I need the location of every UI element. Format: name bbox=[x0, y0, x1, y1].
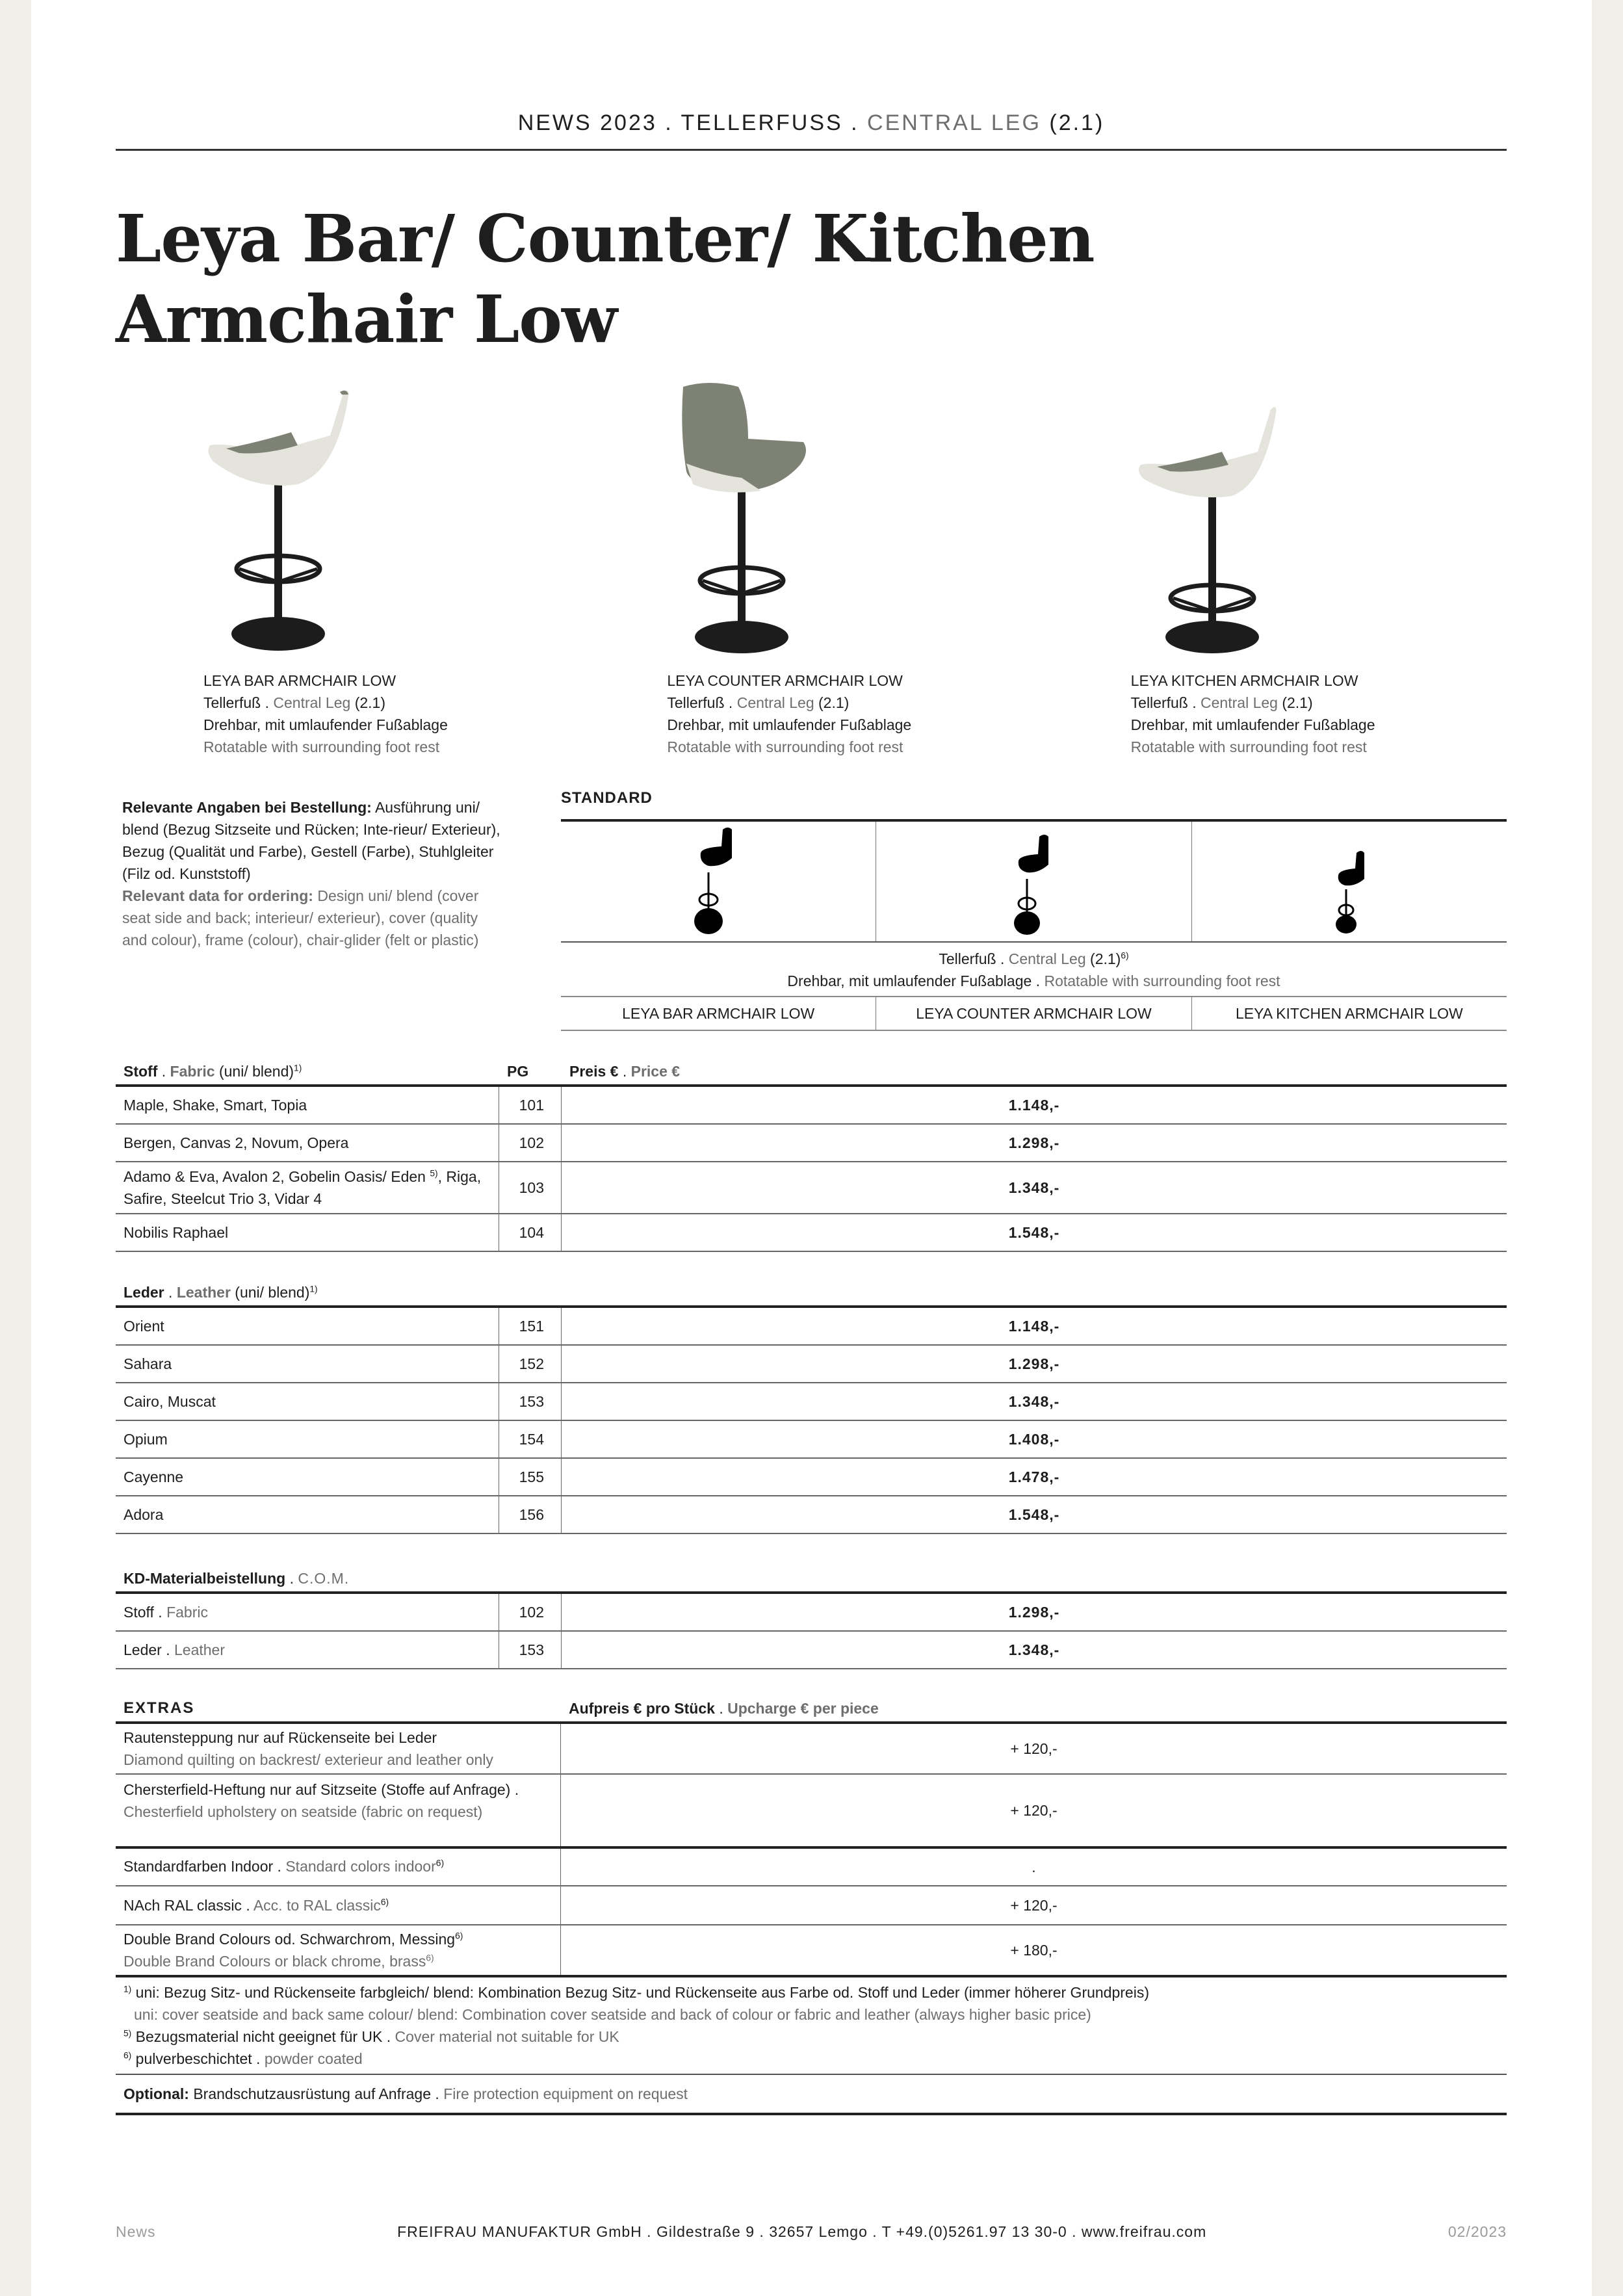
order-info-en-text: Design uni/ blend (cover seat side and back; interieur/ exterieur), cover (quality and colour), frame (colour), chair-glider (felt or plastic) bbox=[122, 887, 479, 948]
fabric-head-de: Stoff bbox=[123, 1063, 158, 1080]
row-pg: 153 bbox=[499, 1383, 562, 1420]
extra-en: Acc. to RAL classic bbox=[253, 1897, 381, 1914]
row-price: 1.148,- bbox=[1008, 1096, 1060, 1114]
page-title bbox=[116, 198, 1507, 359]
kitchen-chair-pictogram-icon bbox=[1314, 827, 1385, 937]
leg-en: Central Leg bbox=[273, 694, 351, 711]
footnotes: $^{1)}$ uni: Bezug Sitz- und Rückenseite farbgleich/ blend: Kombination Bezug Sitz- und Rückenseite aus Farbe od. Stoff und Leder (immer höherer Grundpreis) uni: cover seatside and back same colour/ blend: Combination cover seatside and back of colour or fabric and leather (always higher basic price) $^{5)}$ Bezugsmaterial nicht geeignet für UK . Cover material not suitable for UK $^{6)}$ pulverbeschichtet . powder coated bbox=[116, 1977, 1507, 2075]
com-rows bbox=[116, 1591, 1507, 1669]
table-row bbox=[116, 1421, 1507, 1459]
row-pg: 152 bbox=[499, 1346, 562, 1382]
kitchen-armchair-image bbox=[1128, 380, 1284, 660]
row-price: 1.348,- bbox=[1008, 1641, 1060, 1658]
header-part2: CENTRAL LEG bbox=[867, 111, 1050, 135]
fabric-price-table bbox=[116, 1053, 1507, 1252]
row-price: 1.298,- bbox=[1008, 1134, 1060, 1151]
std-desc-en: Rotatable with surrounding foot rest bbox=[1044, 972, 1280, 989]
extras-label: EXTRAS bbox=[123, 1699, 195, 1717]
leather-head-suffix: (uni/ blend) bbox=[235, 1284, 310, 1301]
extra-de-text: Double Brand Colours od. Schwarchrom, Messing bbox=[123, 1931, 456, 1948]
row-pg: 154 bbox=[499, 1421, 562, 1457]
row-price: 1.348,- bbox=[1008, 1179, 1060, 1196]
table-row bbox=[116, 1308, 1507, 1346]
standard-icons-row bbox=[561, 819, 1507, 943]
bar-armchair-image bbox=[200, 380, 356, 660]
extras-price-de: Aufpreis € pro Stück bbox=[569, 1700, 715, 1717]
row-pg: 102 bbox=[499, 1594, 562, 1630]
standard-name: LEYA KITCHEN ARMCHAIR LOW bbox=[1235, 1005, 1463, 1022]
footnote-num: 5) bbox=[123, 2028, 132, 2039]
header-line bbox=[116, 111, 1507, 150]
leg-en: Central Leg bbox=[736, 694, 814, 711]
leather-head-note: 1) bbox=[309, 1284, 318, 1294]
std-leg-en: Central Leg bbox=[1008, 950, 1086, 967]
counter-chair-pictogram-icon bbox=[998, 827, 1069, 937]
page bbox=[31, 0, 1592, 2296]
title-line-2: Armchair Low bbox=[116, 281, 617, 358]
order-info-de-text: Ausführung uni/ blend (Bezug Sitzseite und Rücken; Inte-rieur/ Exterieur), Bezug (Qualität und Farbe), Gestell (Farbe), Stuhlgleiter (Filz od. Kunststoff) bbox=[122, 799, 500, 882]
footnote-en: powder coated bbox=[264, 2050, 363, 2067]
fabric-head-suffix: (uni/ blend) bbox=[218, 1063, 294, 1080]
product-kitchen bbox=[1043, 380, 1507, 764]
footnote-en: Cover material not suitable for UK bbox=[395, 2028, 619, 2045]
extras-price-en: Upcharge € per piece bbox=[727, 1700, 879, 1717]
product-caption-bar: LEYA BAR ARMCHAIR LOW Tellerfuß . Central Leg (2.1) Drehbar, mit umlaufender Fußablage Rotatable with surrounding foot rest bbox=[203, 670, 448, 758]
extra-price: + 120,- bbox=[1010, 1740, 1058, 1757]
leather-head-en: Leather bbox=[176, 1284, 231, 1301]
row-name: Leder . Leather bbox=[116, 1632, 499, 1668]
footnote-num: 1) bbox=[123, 1984, 132, 1994]
fabric-head-note: 1) bbox=[294, 1063, 302, 1073]
price-head-en: Price € bbox=[630, 1063, 681, 1080]
desc-en: Rotatable with surrounding foot rest bbox=[667, 738, 903, 755]
leg-code: (2.1) bbox=[818, 694, 850, 711]
row-name: Cayenne bbox=[116, 1459, 499, 1495]
optional-note: Optional: Brandschutzausrüstung auf Anfrage . Fire protection equipment on request bbox=[116, 2075, 1507, 2115]
desc-en: Rotatable with surrounding foot rest bbox=[1130, 738, 1367, 755]
product-gallery bbox=[116, 380, 1507, 764]
standard-description: Tellerfuß . Central Leg $(2.1)^{6)}$ Drehbar, mit umlaufender Fußablage . Rotatable with surrounding foot rest bbox=[561, 943, 1507, 997]
extra-note: 6) bbox=[435, 1858, 445, 1868]
table-row bbox=[116, 1594, 1507, 1632]
extra-en: Chesterfield upholstery on seatside (fabric on request) bbox=[123, 1803, 483, 1820]
extras-rows bbox=[116, 1721, 1507, 1977]
desc-en: Rotatable with surrounding foot rest bbox=[203, 738, 440, 755]
table-row bbox=[116, 1125, 1507, 1162]
row-name: Adora bbox=[116, 1496, 499, 1533]
title-line-1: Leya Bar/ Counter/ Kitchen bbox=[116, 200, 1095, 277]
standard-icon-cell bbox=[561, 822, 876, 941]
footnote-de: Bezugsmaterial nicht geeignet für UK bbox=[135, 2028, 383, 2045]
extra-de: Rautensteppung nur auf Rückenseite bei Leder bbox=[123, 1729, 437, 1746]
row-pg: 101 bbox=[499, 1087, 562, 1123]
com-table-header: KD-Materialbeistellung . C.O.M. bbox=[123, 1570, 350, 1587]
order-info-de-label: Relevante Angaben bei Bestellung: bbox=[122, 799, 372, 816]
extra-price: + 120,- bbox=[1010, 1897, 1058, 1914]
desc-de: Drehbar, mit umlaufender Fußablage bbox=[203, 716, 448, 733]
row-name: Orient bbox=[116, 1308, 499, 1344]
row-name: Bergen, Canvas 2, Novum, Opera bbox=[116, 1125, 499, 1161]
product-caption-counter: LEYA COUNTER ARMCHAIR LOW Tellerfuß . Central Leg (2.1) Drehbar, mit umlaufender Fußablage Rotatable with surrounding foot rest bbox=[667, 670, 911, 758]
row-name: Cairo, Muscat bbox=[116, 1383, 499, 1420]
extra-en: Diamond quilting on backrest/ exterieur and leather only bbox=[123, 1751, 493, 1768]
row-price: 1.148,- bbox=[1008, 1317, 1060, 1335]
extra-de: NAch RAL classic bbox=[123, 1897, 242, 1914]
row-name bbox=[116, 1162, 499, 1213]
table-row bbox=[116, 1459, 1507, 1496]
table-row bbox=[116, 1087, 1507, 1125]
row-name: Stoff . Fabric bbox=[116, 1594, 499, 1630]
leather-table-header: Leder . Leather (uni/ blend)$^{1)}$ bbox=[123, 1284, 318, 1301]
com-price-table bbox=[116, 1560, 1507, 1669]
row-name: Maple, Shake, Smart, Topia bbox=[116, 1087, 499, 1123]
header-part3: (2.1) bbox=[1049, 111, 1105, 135]
table-row bbox=[116, 1162, 1507, 1214]
table-row bbox=[116, 1214, 1507, 1252]
product-name: LEYA BAR ARMCHAIR LOW bbox=[203, 672, 396, 689]
leather-head-de: Leder bbox=[123, 1284, 164, 1301]
optional-label: Optional: bbox=[123, 2085, 189, 2102]
row-price: 1.348,- bbox=[1008, 1392, 1060, 1410]
extras-table bbox=[116, 1690, 1507, 2115]
extra-note: 6) bbox=[426, 1953, 434, 1963]
leg-code: (2.1) bbox=[354, 694, 385, 711]
row-name: Nobilis Raphael bbox=[116, 1214, 499, 1251]
table-row bbox=[116, 1383, 1507, 1421]
extra-note: 6) bbox=[380, 1897, 389, 1907]
footnote-de: pulverbeschichtet bbox=[135, 2050, 252, 2067]
row-name: Sahara bbox=[116, 1346, 499, 1382]
footnote-num: 6) bbox=[123, 2050, 132, 2061]
row-name-de: Leder bbox=[123, 1641, 162, 1658]
row-price: 1.298,- bbox=[1008, 1603, 1060, 1621]
desc-de: Drehbar, mit umlaufender Fußablage bbox=[667, 716, 912, 733]
table-row: NAch RAL classic . Acc. to RAL classic$^{6)}$ + 120,- bbox=[116, 1886, 1507, 1925]
extra-de: Chersterfield-Heftung nur auf Sitzseite (Stoffe auf Anfrage) bbox=[123, 1781, 511, 1798]
row-name-en: Leather bbox=[174, 1641, 226, 1658]
extra-en: Standard colors indoor bbox=[285, 1858, 436, 1875]
optional-de: Brandschutzausrüstung auf Anfrage bbox=[193, 2085, 432, 2102]
row-price: 1.548,- bbox=[1008, 1506, 1060, 1523]
row-pg: 155 bbox=[499, 1459, 562, 1495]
leather-rows bbox=[116, 1305, 1507, 1534]
leg-code: (2.1) bbox=[1282, 694, 1313, 711]
optional-en: Fire protection equipment on request bbox=[443, 2085, 688, 2102]
header-divider bbox=[116, 149, 1507, 151]
com-head-de: KD-Materialbeistellung bbox=[123, 1570, 286, 1587]
std-desc-de: Drehbar, mit umlaufender Fußablage bbox=[787, 972, 1032, 989]
row-price: 1.298,- bbox=[1008, 1355, 1060, 1372]
fabric-rows bbox=[116, 1084, 1507, 1252]
row-name-en: Fabric bbox=[166, 1604, 208, 1621]
extra-en bbox=[123, 1950, 552, 1972]
product-name: LEYA KITCHEN ARMCHAIR LOW bbox=[1130, 672, 1358, 689]
row-price: 1.408,- bbox=[1008, 1430, 1060, 1448]
leg-de: Tellerfuß bbox=[203, 694, 261, 711]
price-head-de: Preis € bbox=[569, 1063, 619, 1080]
extras-header: EXTRAS Aufpreis € pro Stück . Upcharge € per piece bbox=[116, 1690, 1507, 1721]
order-info bbox=[122, 796, 506, 951]
footnote-de: uni: Bezug Sitz- und Rückenseite farbgleich/ blend: Kombination Bezug Sitz- und Rückenseite aus Farbe od. Stoff und Leder (immer höherer Grundpreis) bbox=[135, 1984, 1149, 2001]
row-pg: 153 bbox=[499, 1632, 562, 1668]
desc-de: Drehbar, mit umlaufender Fußablage bbox=[1130, 716, 1375, 733]
extra-de bbox=[123, 1928, 552, 1950]
row-price: 1.548,- bbox=[1008, 1223, 1060, 1241]
standard-icon-cell bbox=[876, 822, 1191, 941]
product-counter bbox=[579, 380, 1043, 764]
table-row: Standardfarben Indoor . Standard colors indoor$^{6)}$ . bbox=[116, 1849, 1507, 1886]
leg-de: Tellerfuß bbox=[1130, 694, 1188, 711]
product-caption-kitchen: LEYA KITCHEN ARMCHAIR LOW Tellerfuß . Central Leg (2.1) Drehbar, mit umlaufender Fußablage Rotatable with surrounding foot rest bbox=[1131, 670, 1375, 758]
row-name-note: 5) bbox=[430, 1168, 438, 1179]
row-name-part1: Adamo & Eva, Avalon 2, Gobelin Oasis/ Eden bbox=[123, 1168, 426, 1185]
footer-date: 02/2023 bbox=[1448, 2223, 1507, 2240]
footer-left: News bbox=[116, 2223, 156, 2240]
table-row bbox=[116, 1496, 1507, 1534]
footnote-en: uni: cover seatside and back same colour/ blend: Combination cover seatside and back of colour or fabric and leather (always higher basic price) bbox=[134, 2006, 1091, 2023]
page-footer bbox=[116, 2223, 1507, 2249]
fabric-table-header: Stoff . Fabric (uni/ blend)$^{1)}$ PG Preis € . Price € bbox=[123, 1063, 681, 1080]
standard-table bbox=[561, 787, 1507, 1031]
footer-company: FREIFRAU MANUFAKTUR GmbH . Gildestraße 9 . 32657 Lemgo . T +49.(0)5261.97 13 30-0 . www.freifrau.com bbox=[397, 2223, 1207, 2240]
table-row bbox=[116, 1724, 1507, 1775]
standard-names-row bbox=[561, 997, 1507, 1031]
leather-price-table bbox=[116, 1274, 1507, 1534]
std-leg-note: 6) bbox=[1121, 950, 1129, 961]
row-pg: 156 bbox=[499, 1496, 562, 1533]
standard-label: STANDARD bbox=[561, 789, 653, 807]
table-row bbox=[116, 1925, 1507, 1977]
table-row bbox=[116, 1346, 1507, 1383]
row-name-part2: , Riga, Safire, Steelcut Trio 3, Vidar 4 bbox=[123, 1168, 482, 1207]
row-pg: 151 bbox=[499, 1308, 562, 1344]
product-bar bbox=[116, 380, 579, 764]
table-row bbox=[116, 1632, 1507, 1669]
extra-note: 6) bbox=[455, 1931, 463, 1941]
row-name: Opium bbox=[116, 1421, 499, 1457]
extra-price: + 180,- bbox=[1010, 1942, 1058, 1959]
extra-price: . bbox=[1032, 1859, 1036, 1875]
standard-icon-cell bbox=[1192, 822, 1507, 941]
row-pg: 104 bbox=[499, 1214, 562, 1251]
bar-chair-pictogram-icon bbox=[682, 827, 754, 937]
row-name-de: Stoff bbox=[123, 1604, 154, 1621]
leg-en: Central Leg bbox=[1201, 694, 1278, 711]
standard-name: LEYA BAR ARMCHAIR LOW bbox=[561, 997, 876, 1030]
std-leg-de: Tellerfuß bbox=[939, 950, 996, 967]
row-pg: 102 bbox=[499, 1125, 562, 1161]
order-info-en-label: Relevant data for ordering: bbox=[122, 887, 313, 904]
row-pg: 103 bbox=[499, 1162, 562, 1213]
extra-de: Standardfarben Indoor bbox=[123, 1858, 274, 1875]
extra-en-text: Double Brand Colours or black chrome, brass bbox=[123, 1953, 426, 1970]
extra-price: + 120,- bbox=[1010, 1802, 1058, 1819]
fabric-head-en: Fabric bbox=[170, 1063, 215, 1080]
com-head-en: C.O.M. bbox=[298, 1570, 350, 1587]
std-leg-code: (2.1) bbox=[1090, 950, 1121, 967]
table-row: Chersterfield-Heftung nur auf Sitzseite (Stoffe auf Anfrage) . Chesterfield upholstery on seatside (fabric on request) + 120,- bbox=[116, 1775, 1507, 1849]
counter-armchair-image bbox=[664, 380, 820, 660]
product-name: LEYA COUNTER ARMCHAIR LOW bbox=[667, 672, 903, 689]
leg-de: Tellerfuß bbox=[667, 694, 725, 711]
standard-name: LEYA COUNTER ARMCHAIR LOW bbox=[876, 997, 1191, 1030]
header-part1: NEWS 2023 . TELLERFUSS . bbox=[517, 111, 868, 135]
pg-column-label: PG bbox=[507, 1063, 529, 1080]
row-price: 1.478,- bbox=[1008, 1468, 1060, 1485]
